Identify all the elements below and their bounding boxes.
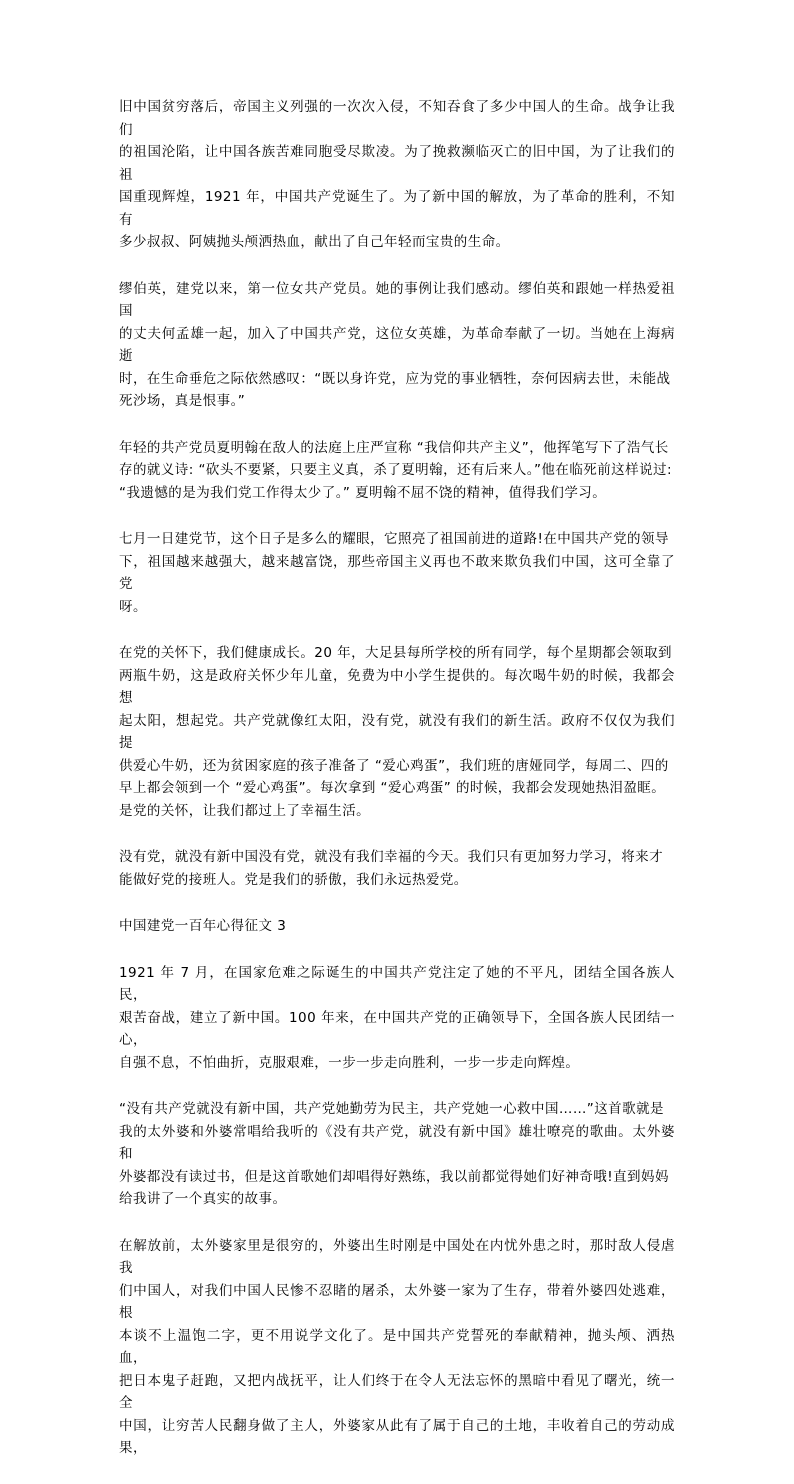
paragraph: 缪伯英，建党以来，第一位女共产党员。她的事例让我们感动。缪伯英和跟她一样热爱祖国 的丈夫何孟雄一起，加入了中国共产党，这位女英雄，为革命奉献了一切。当她在上海病逝 时，在生命垂危之际依然感叹：“既以身许党，应为党的事业牺牲，奈何因病去世，未能战 死沙场，真是恨事。”	[119, 280, 675, 409]
document-body	[119, 96, 675, 1484]
section-heading: 中国建党一百年心得征文 3	[119, 918, 287, 934]
paragraph: 在解放前，太外婆家里是很穷的，外婆出生时刚是中国处在内忧外患之时，那时敌人侵虐我 们中国人，对我们中国人民惨不忍睹的屠杀，太外婆一家为了生存，带着外婆四处逃难，根 本谈不上温饱二字，更不用说学文化了。是中国共产党誓死的奉献精神，抛头颅、洒热血， 把日本鬼子赶跑，又把内战抚平，让人们终于在令人无法忘怀的黑暗中看见了曙光，统一全 中国，让穷苦人民翻身做了主人，外婆家从此有了属于自己的土地，丰收着自己的劳动成果，	[119, 1237, 675, 1456]
paragraph: 没有党，就没有新中国没有党，就没有我们幸福的今天。我们只有更加努力学习，将来才 能做好党的接班人。党是我们的骄傲，我们永远热爱党。	[119, 849, 664, 888]
paragraph: 年轻的共产党员夏明翰在敌人的法庭上庄严宣称 “我信仰共产主义”，他挥笔写下了浩气长 存的就义诗: “砍头不要紧，只要主义真，杀了夏明翰，还有后来人。”他在临死前这样说过: “我遗憾的是为我们党工作得太少了。” 夏明翰不屈不饶的精神，值得我们学习。	[119, 439, 672, 501]
paragraph: 旧中国贫穷落后，帝国主义列强的一次次入侵，不知吞食了多少中国人的生命。战争让我们 的祖国沦陷，让中国各族苦难同胞受尽欺凌。为了挽救濒临灭亡的旧中国，为了让我们的祖 国重现辉煌，1921 年，中国共产党诞生了。为了新中国的解放，为了革命的胜利，不知有 多少叔叔、阿姨抛头颅洒热血，献出了自己年轻而宝贵的生命。	[119, 99, 675, 250]
paragraph: 1921 年 7 月，在国家危难之际诞生的中国共产党注定了她的不平凡，团结全国各族人民， 艰苦奋战，建立了新中国。100 年来，在中国共产党的正确领导下，全国各族人民团结一心， 自强不息，不怕曲折，克服艰难，一步一步走向胜利，一步一步走向辉煌。	[119, 964, 675, 1071]
paragraph: 七月一日建党节，这个日子是多么的耀眼，它照亮了祖国前进的道路!在中国共产党的领导 下，祖国越来越强大，越来越富饶，那些帝国主义再也不敢来欺负我们中国，这可全靠了党 呀。	[119, 531, 675, 615]
paragraph: 在党的关怀下，我们健康成长。20 年，大足县每所学校的所有同学，每个星期都会领取到 两瓶牛奶，这是政府关怀少年儿童，免费为中小学生提供的。每次喝牛奶的时候，我都会想 起太阳，想起党。共产党就像红太阳，没有党，就没有我们的新生活。政府不仅仅为我们提 供爱心牛奶，还为贫困家庭的孩子准备了 “爱心鸡蛋”，我们班的唐娅同学，每周二、四的 早上都会领到一个 “爱心鸡蛋”。每次拿到 “爱心鸡蛋” 的时候，我都会发现她热泪盈眶。 是党的关怀，让我们都过上了幸福生活。	[119, 645, 675, 819]
paragraph: “没有共产党就没有新中国，共产党她勤劳为民主，共产党她一心救中国……”这首歌就是 我的太外婆和外婆常唱给我听的《没有共产党，就没有新中国》雄壮嘹亮的歌曲。太外婆和 外婆都没有读过书，但是这首歌她们却唱得好熟练，我以前都觉得她们好神奇哦!直到妈妈 给我讲了一个真实的故事。	[119, 1101, 675, 1207]
